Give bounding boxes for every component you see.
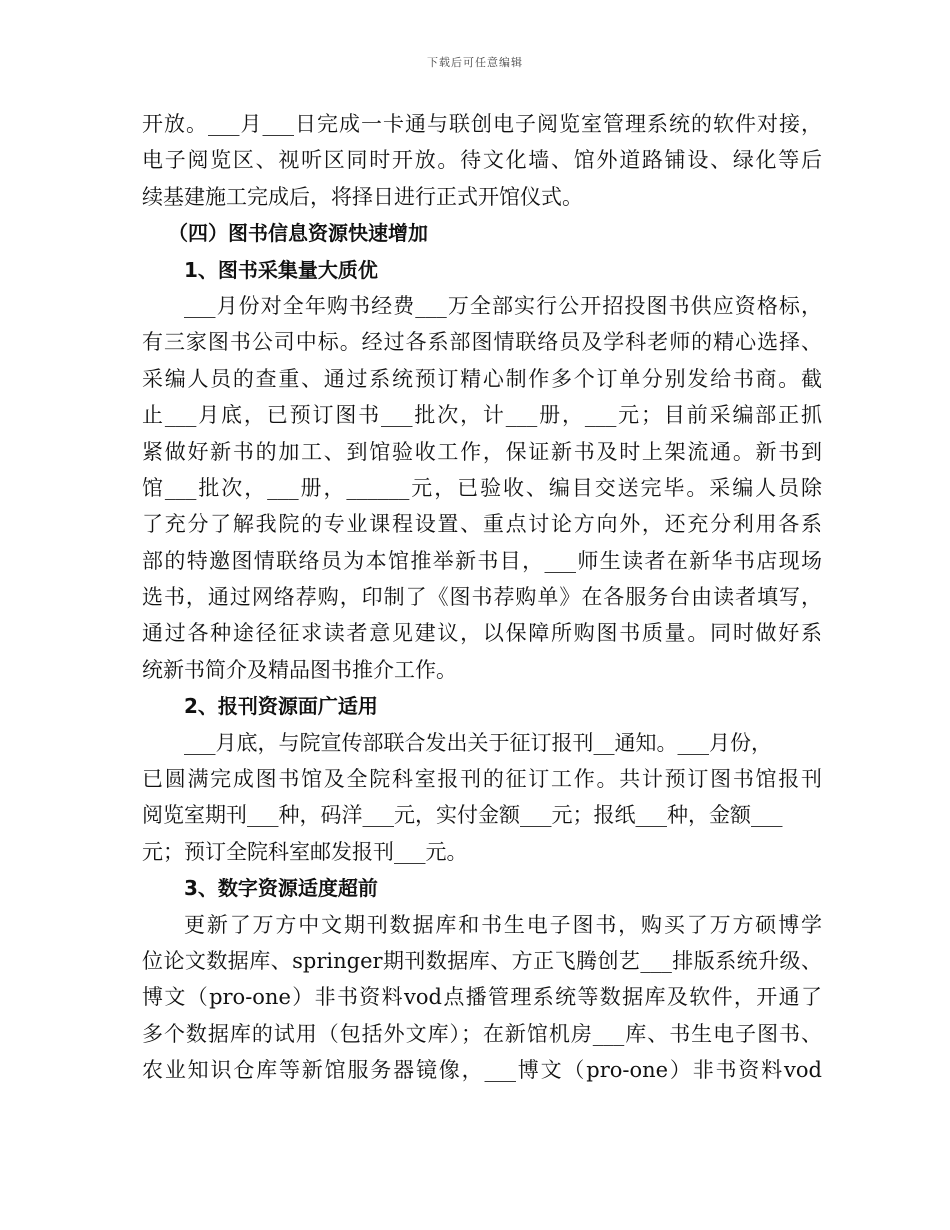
subsection-heading: 3、数字资源适度超前 <box>184 876 378 901</box>
paragraph-line: 统新书简介及精品图书推介工作。 <box>142 657 457 682</box>
paragraph-line: 紧做好新书的加工、到馆验收工作，保证新书及时上架流通。新书到 <box>142 439 822 464</box>
paragraph-line: 已圆满完成图书馆及全院科室报刊的征订工作。共计预订图书馆报刊 <box>142 767 822 792</box>
paragraph-line: 电子阅览区、视听区同时开放。待文化墙、馆外道路铺设、绿化等后 <box>142 148 822 173</box>
paragraph-line: 采编人员的查重、通过系统预订精心制作多个订单分别发给书商。截 <box>142 366 822 391</box>
paragraph-line: 开放。___月___日完成一卡通与联创电子阅览室管理系统的软件对接， <box>142 112 822 136</box>
section-heading: （四）图书信息资源快速增加 <box>168 221 428 246</box>
paragraph-line: ___月份对全年购书经费___万全部实行公开招投图书供应资格标， <box>184 293 822 318</box>
paragraph-line: 有三家图书公司中标。经过各系部图情联络员及学科老师的精心选择、 <box>142 330 822 355</box>
paragraph-line: 部的特邀图情联络员为本馆推举新书目，___师生读者在新华书店现场 <box>142 548 822 573</box>
paragraph-line: 选书，通过网络荐购，印制了《图书荐购单》在各服务台由读者填写， <box>142 585 822 610</box>
paragraph-line: 了充分了解我院的专业课程设置、重点讨论方向外，还充分利用各系 <box>142 512 822 537</box>
paragraph-line: 位论文数据库、springer期刊数据库、方正飞腾创艺___排版系统升级、 <box>142 948 822 973</box>
document-body <box>142 106 822 1089</box>
page-header: 下载后可任意编辑 <box>427 56 523 69</box>
paragraph-line: 更新了万方中文期刊数据库和书生电子图书，购买了万方硕博学 <box>184 912 822 937</box>
paragraph-line: 多个数据库的试用（包括外文库）；在新馆机房___库、书生电子图书、 <box>142 1021 822 1046</box>
paragraph-line: 阅览室期刊___种，码洋___元，实付金额___元；报纸___种，金额___ <box>142 803 783 828</box>
paragraph-line: 博文（pro-one）非书资料vod点播管理系统等数据库及软件，开通了 <box>142 985 822 1010</box>
subsection-heading: 1、图书采集量大质优 <box>184 257 378 282</box>
paragraph-line: 馆___批次，___册，______元，已验收、编目交送完毕。采编人员除 <box>142 475 822 500</box>
paragraph-line: 通过各种途径征求读者意见建议，以保障所购图书质量。同时做好系 <box>142 621 822 646</box>
paragraph-line: ___月底，与院宣传部联合发出关于征订报刊__通知。___月份， <box>184 730 772 755</box>
paragraph-line: 农业知识仓库等新馆服务器镜像，___博文（pro-one）非书资料vod <box>142 1058 822 1083</box>
paragraph-line: 元；预订全院科室邮发报刊___元。 <box>142 839 468 864</box>
paragraph-line: 续基建施工完成后，将择日进行正式开馆仪式。 <box>142 184 583 209</box>
subsection-heading: 2、报刊资源面广适用 <box>184 694 378 719</box>
paragraph-line: 止___月底，已预订图书___批次，计___册，___元；目前采编部正抓 <box>142 403 822 428</box>
